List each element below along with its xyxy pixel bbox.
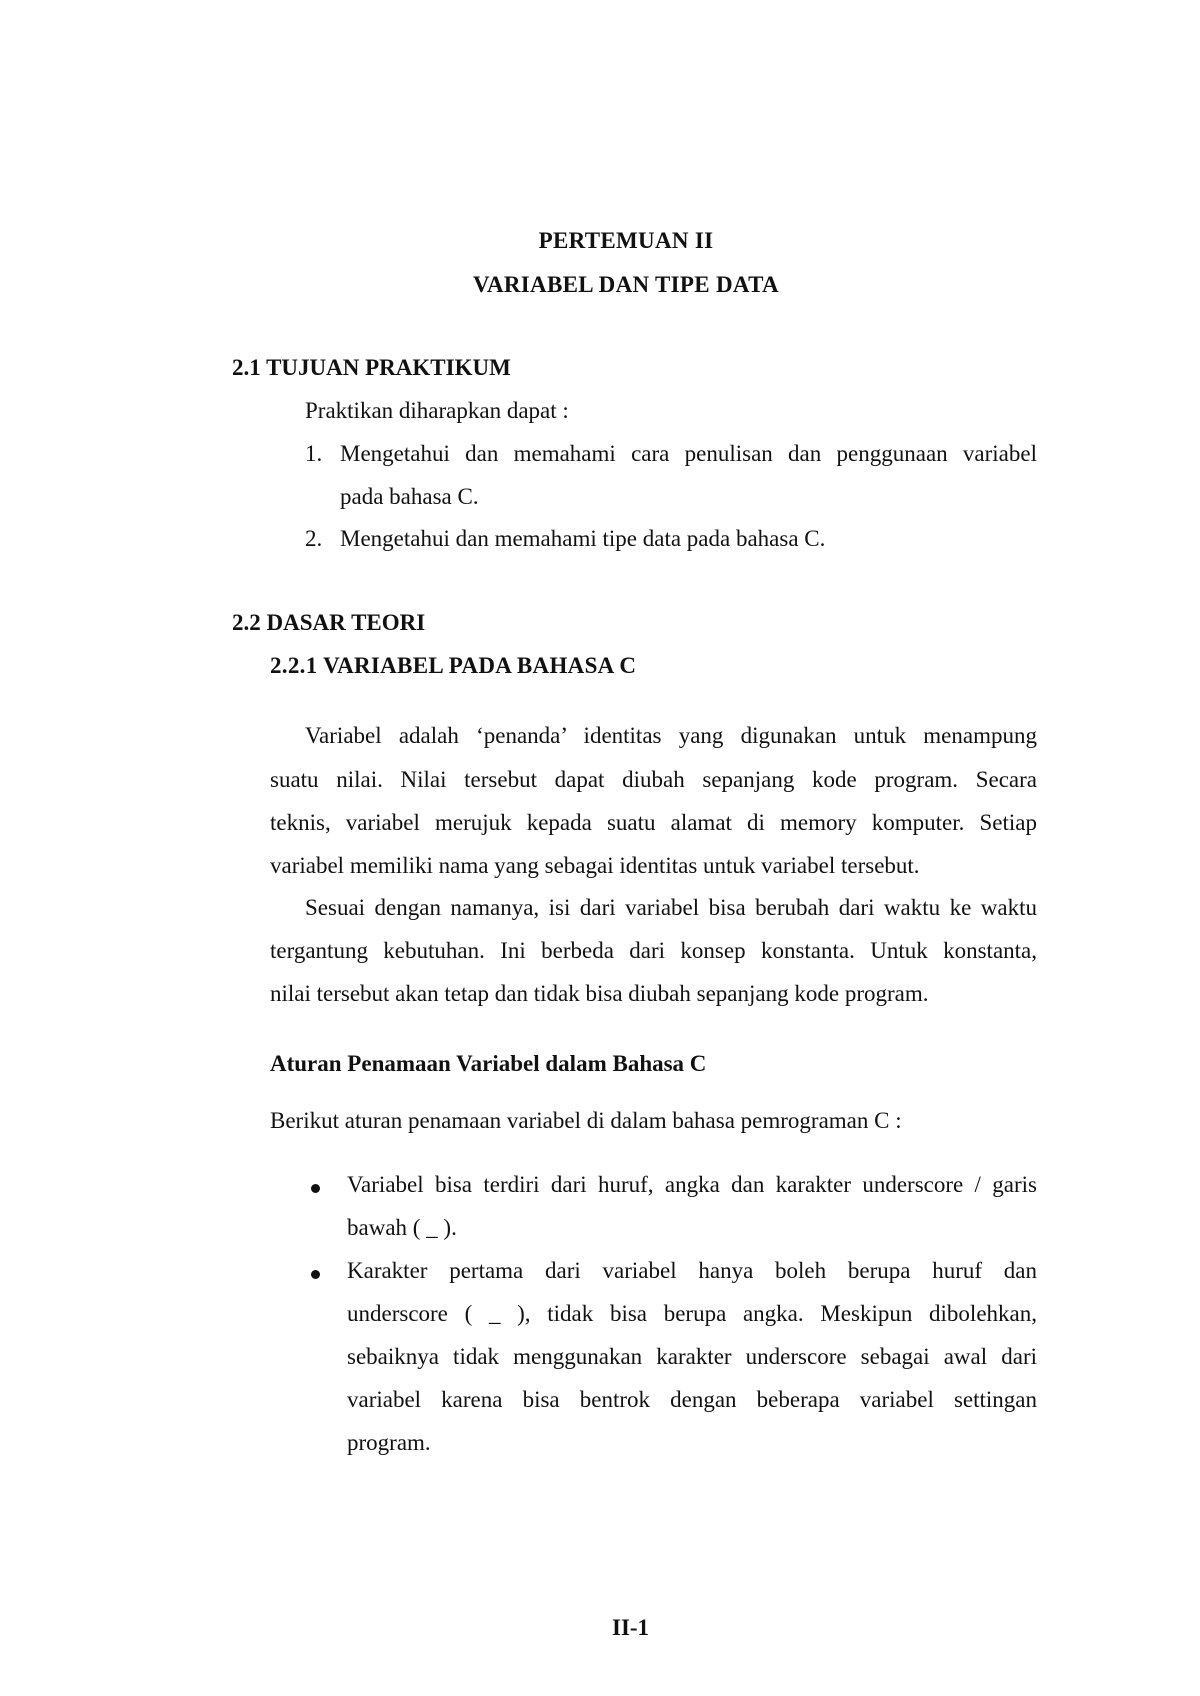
paragraph-line: suatu nilai. Nilai tersebut dapat diubah sepanjang kode program. Secara — [270, 767, 1037, 792]
rules-heading: Aturan Penamaan Variabel dalam Bahasa C — [270, 1051, 707, 1076]
bullet-text: program. — [347, 1430, 431, 1455]
section-intro: Praktikan diharapkan dapat : — [305, 398, 569, 423]
bullet-text: sebaiknya tidak menggunakan karakter underscore sebagai awal dari — [347, 1344, 1037, 1369]
bullet-text: underscore ( _ ), tidak bisa berupa angka. Meskipun dibolehkan, — [347, 1301, 1037, 1326]
meeting-heading: PERTEMUAN II — [538, 228, 714, 253]
paragraph-line: teknis, variabel merujuk kepada suatu alamat di memory komputer. Setiap — [270, 810, 1037, 835]
section-title-tujuan: 2.1 TUJUAN PRAKTIKUM — [232, 355, 511, 380]
paragraph-line: variabel memiliki nama yang sebagai identitas untuk variabel tersebut. — [270, 853, 920, 878]
list-item-text: Mengetahui dan memahami tipe data pada bahasa C. — [340, 526, 826, 551]
subsection-title: 2.2.1 VARIABEL PADA BAHASA C — [270, 653, 637, 678]
list-item-number: 1. — [305, 441, 323, 466]
paragraph-line: tergantung kebutuhan. Ini berbeda dari konsep konstanta. Untuk konstanta, — [270, 938, 1037, 963]
list-item-text: Mengetahui dan memahami cara penulisan dan penggunaan variabel — [340, 441, 1037, 466]
bullet-text: variabel karena bisa bentrok dengan beberapa variabel settingan — [347, 1387, 1037, 1412]
list-item-number: 2. — [305, 526, 323, 551]
bullet-text: Karakter pertama dari variabel hanya boleh berupa huruf dan — [347, 1258, 1037, 1283]
bullet-text: bawah ( _ ). — [347, 1215, 457, 1240]
paragraph-line: Variabel adalah ‘penanda’ identitas yang digunakan untuk menampung — [305, 723, 1037, 748]
bullet-icon — [311, 1270, 320, 1279]
list-item-text-continued: pada bahasa C. — [340, 484, 479, 509]
rules-intro: Berikut aturan penamaan variabel di dalam bahasa pemrograman C : — [270, 1108, 902, 1133]
bullet-icon — [311, 1184, 320, 1193]
paragraph-line: nilai tersebut akan tetap dan tidak bisa diubah sepanjang kode program. — [270, 981, 929, 1006]
page-number: II-1 — [612, 1615, 650, 1640]
paragraph-line: Sesuai dengan namanya, isi dari variabel bisa berubah dari waktu ke waktu — [305, 895, 1037, 920]
page-title: VARIABEL DAN TIPE DATA — [473, 272, 779, 297]
bullet-text: Variabel bisa terdiri dari huruf, angka dan karakter underscore / garis — [347, 1172, 1037, 1197]
section-title-dasar-teori: 2.2 DASAR TEORI — [232, 610, 426, 635]
